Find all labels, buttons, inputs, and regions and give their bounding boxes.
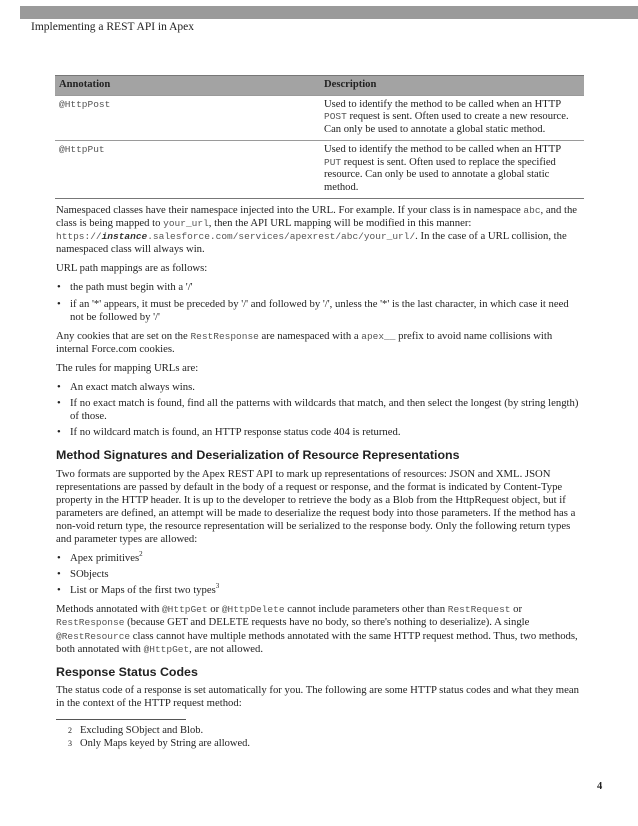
text: prefix to avoid name collisions with internal Force.com cookies. (56, 329, 553, 355)
footnote (68, 725, 250, 738)
text: List or Maps of the first two types (70, 584, 216, 597)
footnote-number: 2 (68, 726, 72, 735)
code: .salesforce.com/services/apexrest/abc/your_url/ (147, 231, 416, 243)
desc-code: POST (324, 111, 347, 122)
text: Methods annotated with (56, 603, 162, 616)
footnote-divider (56, 719, 186, 720)
paragraph-status-codes: The status code of a response is set automatically for you. The following are some HTTP status codes and what they mean in the context of the HTTP request method: (56, 683, 579, 709)
footnote-ref: 2 (139, 549, 143, 558)
list-item (56, 568, 583, 581)
text: Any cookies that are set on the (56, 329, 191, 342)
text: , and the class is being mapped to (56, 204, 578, 230)
paragraph-methods (56, 603, 583, 655)
text: cannot include parameters other than (284, 603, 448, 616)
text: SObjects (70, 568, 109, 581)
paragraph-rules: The rules for mapping URLs are: (56, 361, 199, 374)
list-item: • the path must begin with a '/' (56, 281, 583, 294)
list-item: • If no wildcard match is found, an HTTP response status code 404 is returned. (56, 426, 583, 439)
table-cell-description (320, 141, 584, 199)
footnote-text: Excluding SObject and Blob. (80, 725, 204, 736)
code-emphasis: instance (101, 231, 148, 243)
header-bar (20, 6, 638, 19)
return-types-list (56, 549, 583, 597)
text: or (207, 603, 222, 616)
running-title: Implementing a REST API in Apex (31, 21, 195, 33)
body-content (56, 204, 583, 716)
url-path-list (56, 281, 583, 323)
code: https:// (56, 231, 102, 243)
code: @RestResource (56, 630, 131, 642)
table-row (55, 141, 584, 199)
mapping-rules-list (56, 381, 583, 439)
paragraph-cookies (56, 330, 583, 356)
desc-text: Used to identify the method to be called when an HTTP (324, 98, 561, 110)
text: , are not allowed. (189, 642, 264, 655)
text: class cannot have multiple methods annotated with the same HTTP request method. Thus, two methods, both annotated with (56, 629, 578, 655)
code: @HttpGet (161, 604, 208, 616)
text: are namespaced with a (258, 329, 362, 342)
code: RestResponse (56, 617, 125, 629)
annotation-code: @HttpPost (59, 98, 111, 110)
desc-text: request is sent. Often used to create a new resource. Can only be used to annotate a global static method. (324, 111, 569, 135)
paragraph-url-mappings: URL path mappings are as follows: (56, 262, 208, 275)
text: (because GET and DELETE requests have no body, so there's nothing to deserialize). A single (124, 616, 530, 629)
text: Namespaced classes have their namespace injected into the URL. For example. If your class is in namespace (56, 204, 524, 216)
table-header-description: Description (320, 76, 584, 96)
code: your_url (163, 218, 209, 230)
code: @HttpDelete (221, 604, 285, 616)
footnote (68, 738, 250, 751)
table-row (55, 95, 584, 141)
footnotes (68, 725, 250, 750)
text: , then the API URL mapping will be modified in this manner: (208, 217, 472, 230)
paragraph-formats: Two formats are supported by the Apex REST API to mark up representations of resources: JSON and XML. JSON representations are passed by default in the body of a request or response, and the format is indicated by Content-Type property in the HTTP header. It is up to the developer to retrieve the body as a Blob from the HttpRequest object, but if parameters are defined, an attempt will be made to deserialize the request body into those parameters. If the method has a non-void return type, the resource representation will be serialized to the response body. Only the following return types and parameter types are allowed: (56, 467, 576, 545)
list-item (56, 549, 583, 565)
list-item: • An exact match always wins. (56, 381, 583, 394)
code: RestRequest (447, 604, 511, 616)
table-cell-annotation (55, 95, 320, 141)
text: . In the case of a URL collision, the namespaced class will always win. (56, 230, 567, 256)
annotation-code: @HttpPut (59, 144, 105, 155)
table-cell-annotation (55, 141, 320, 199)
text: Apex primitives (70, 552, 140, 565)
section-heading-method-signatures: Method Signatures and Deserialization of Resource Representations (56, 448, 460, 463)
footnote-text: Only Maps keyed by String are allowed. (80, 737, 251, 749)
code: RestResponse (190, 330, 259, 342)
page-number: 4 (597, 781, 603, 792)
paragraph-namespace (56, 204, 583, 256)
list-item (56, 581, 583, 597)
footnote-number: 3 (68, 738, 72, 748)
table-cell-description (320, 95, 584, 141)
text: or (510, 603, 523, 616)
code: @HttpGet (143, 643, 190, 655)
code: abc (523, 205, 541, 216)
annotation-table (55, 75, 584, 199)
footnote-ref: 3 (215, 581, 220, 590)
list-item: • if an '*' appears, it must be preceded by '/' and followed by '/', unless the '*' is the last character, in which case it need not be followed by '/' (56, 298, 583, 324)
desc-code: PUT (324, 156, 342, 168)
desc-text: Used to identify the method to be called when an HTTP (324, 144, 561, 155)
list-item: • If no exact match is found, find all the patterns with wildcards that match, and then select the longest (by string length) of those. (56, 397, 583, 423)
code: apex__ (361, 330, 396, 342)
desc-text: request is sent. Often used to replace the specified resource. Can only be used to annotate a global static method. (324, 156, 556, 193)
table-header-annotation: Annotation (55, 76, 320, 96)
table-header-row (55, 76, 584, 96)
section-heading-status-codes: Response Status Codes (56, 664, 198, 679)
